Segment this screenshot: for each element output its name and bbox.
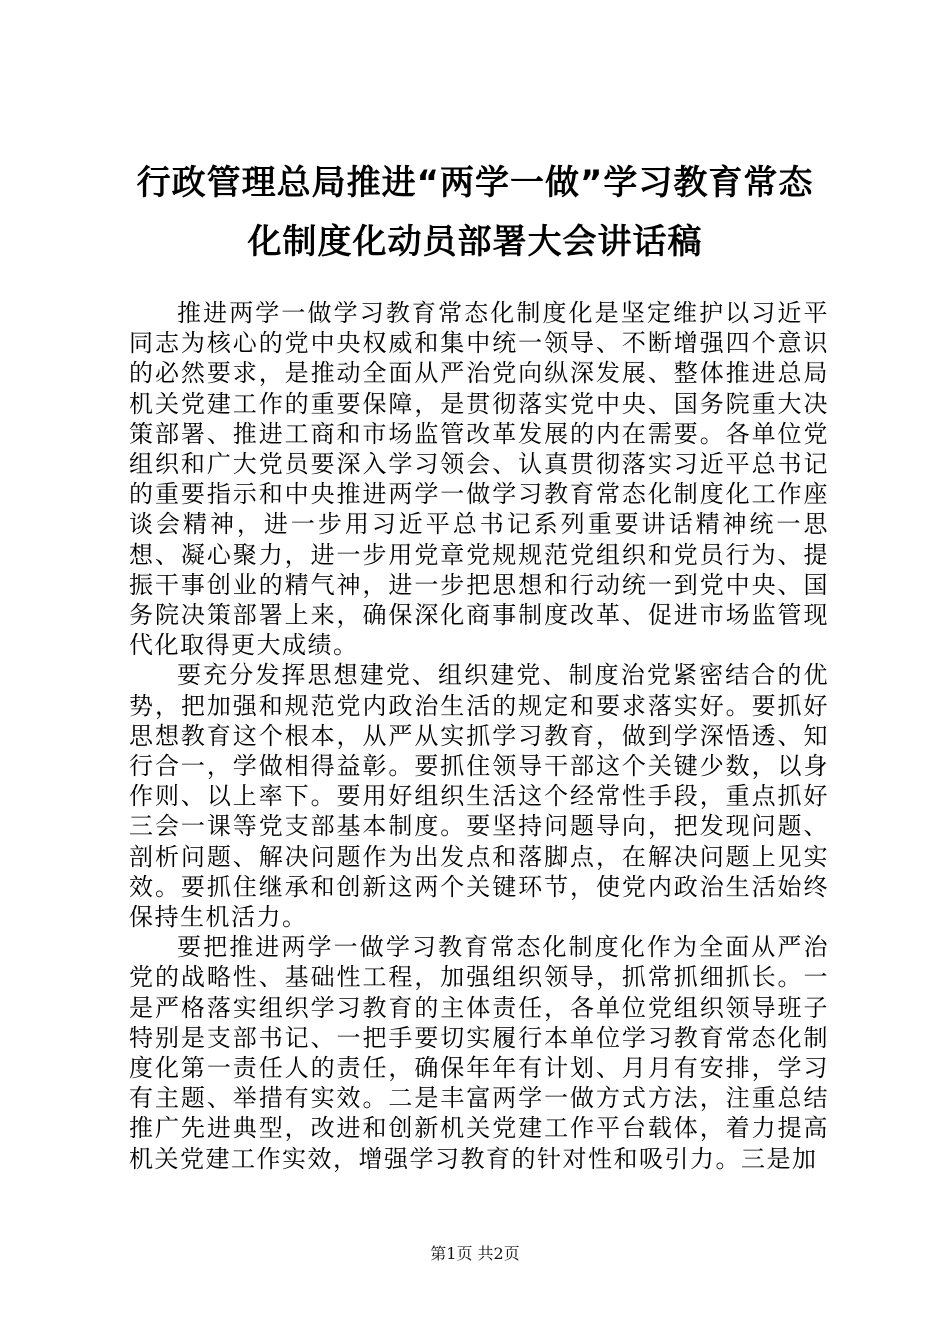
body-paragraph-1: 推进两学一做学习教育常态化制度化是坚定维护以习近平同志为核心的党中央权威和集中统一领导、不断增强四个意识的必然要求，是推动全面从严治党向纵深发展、整体推进总局机关党建工作的重要保障，是贯彻落实党中央、国务院重大决策部署、推进工商和市场监管改革发展的内在需要。各单位党组织和广大党员要深入学习领会、认真贯彻落实习近平总书记的重要指示和中央推进两学一做学习教育常态化制度化工作座谈会精神，进一步用习近平总书记系列重要讲话精神统一思想、凝心聚力，进一步用党章党规规范党组织和党员行为、提振干事创业的精气神，进一步把思想和行动统一到党中央、国务院决策部署上来，确保深化商事制度改革、促进市场监管现代化取得更大成绩。 — [129, 299, 829, 660]
body-paragraph-3: 要把推进两学一做学习教育常态化制度化作为全面从严治党的战略性、基础性工程，加强组织领导，抓常抓细抓长。一是严格落实组织学习教育的主体责任，各单位党组织领导班子特别是支部书记、一把手要切实履行本单位学习教育常态化制度化第一责任人的责任，确保年年有计划、月月有安排，学习有主题、举措有实效。二是丰富两学一做方式方法，注重总结推广先进典型，改进和创新机关党建工作平台载体，着力提高机关党建工作实效，增强学习教育的针对性和吸引力。三是加 — [129, 933, 829, 1173]
document-title-line-2: 化制度化动员部署大会讲话稿 — [247, 222, 703, 262]
body-paragraph-2: 要充分发挥思想建党、组织建党、制度治党紧密结合的优势，把加强和规范党内政治生活的规定和要求落实好。要抓好思想教育这个根本，从严从实抓学习教育，做到学深悟透、知行合一，学做相得益彰。要抓住领导干部这个关键少数，以身作则、以上率下。要用好组织生活这个经常性手段，重点抓好三会一课等党支部基本制度。要坚持问题导向，把发现问题、剖析问题、解决问题作为出发点和落脚点，在解决问题上见实效。要抓住继承和创新这两个关键环节，使党内政治生活始终保持生机活力。 — [129, 661, 829, 932]
document-body — [129, 298, 829, 1174]
page-footer: 第1页 共2页 — [430, 1244, 520, 1263]
document-title-line-1: 行政管理总局推进“两学一做”学习教育常态 — [136, 163, 814, 203]
